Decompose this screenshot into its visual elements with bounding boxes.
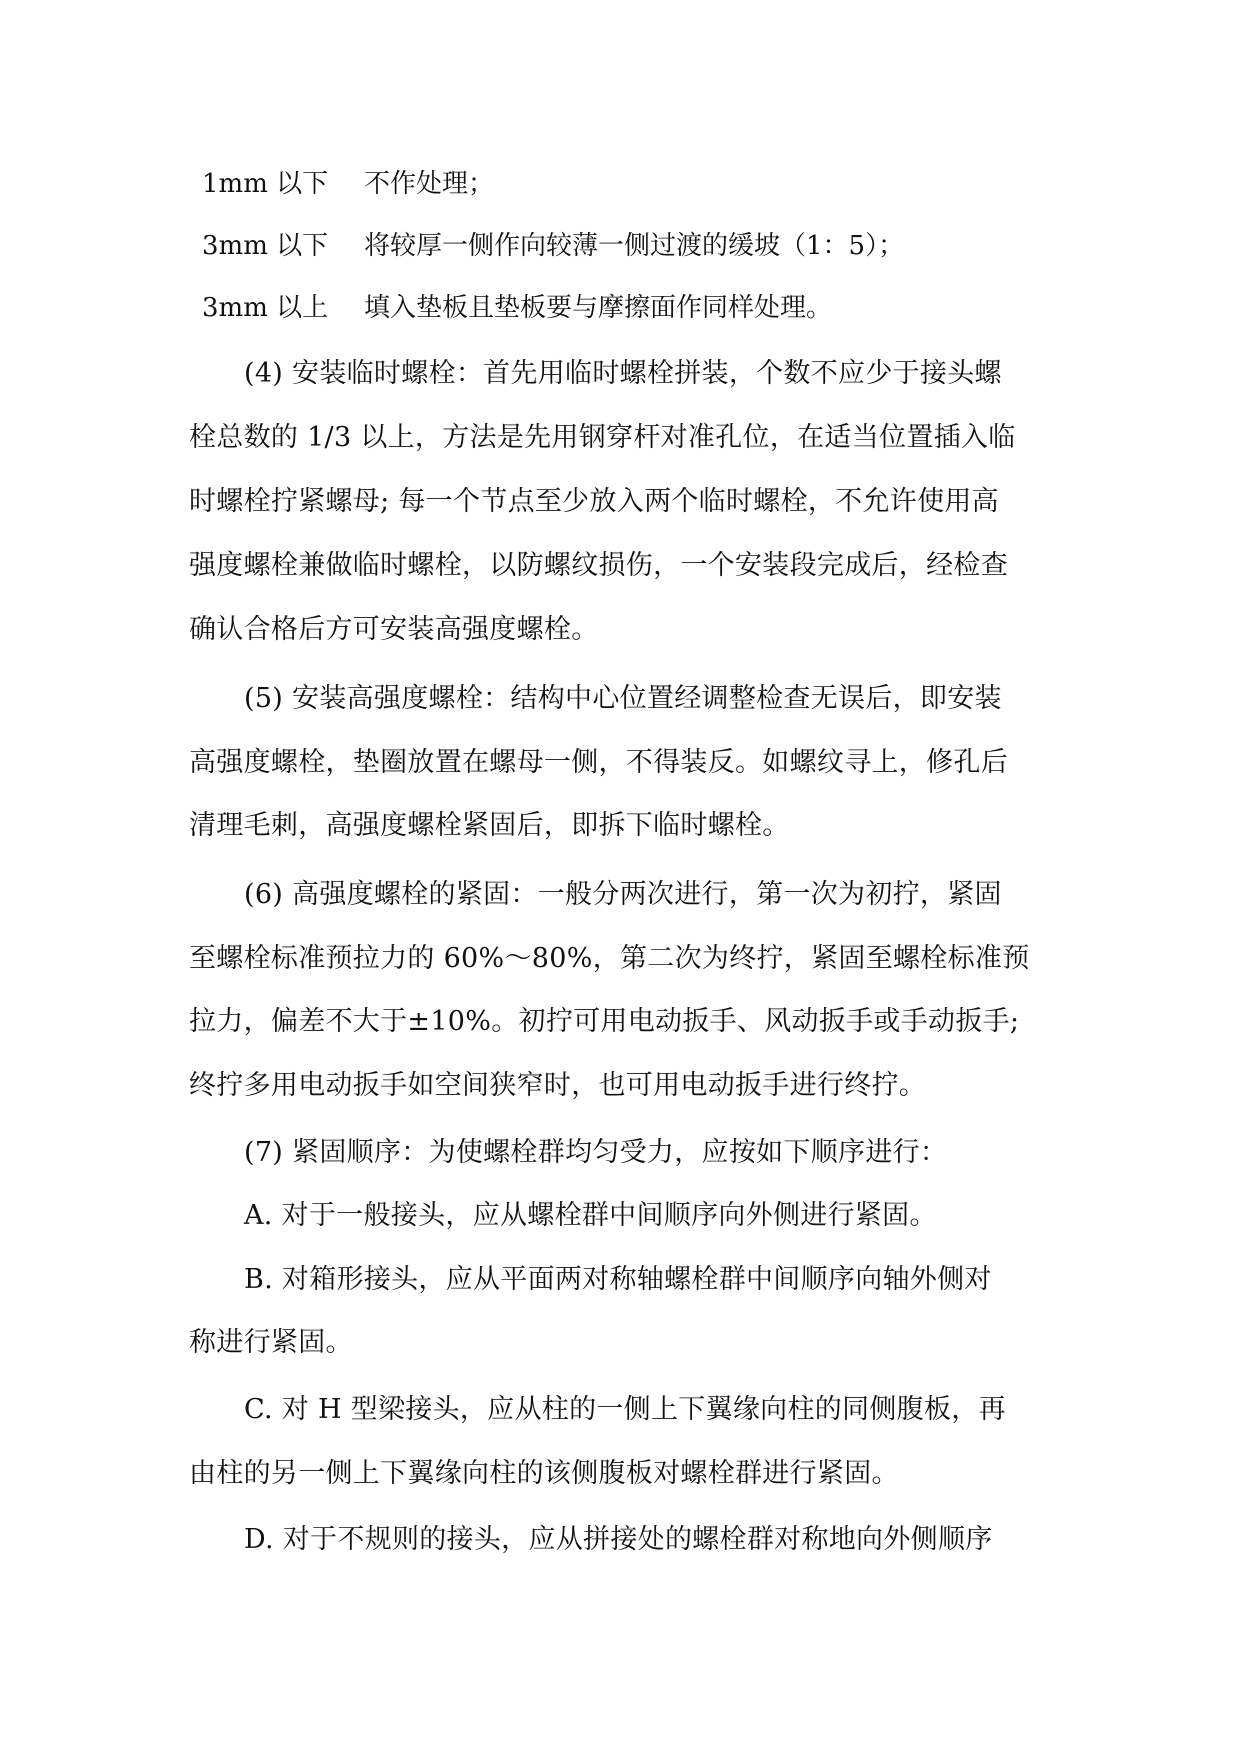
thickness-range: 3mm 以上 [202, 293, 329, 323]
paragraph-line: 清理毛刺，高强度螺栓紧固后，即拆下临时螺栓。 [189, 810, 790, 841]
thickness-treatment: 不作处理； [364, 169, 495, 199]
thickness-rule-row [202, 288, 832, 328]
paragraph-line: 由柱的另一侧上下翼缘向柱的该侧腹板对螺栓群进行紧固。 [189, 1458, 899, 1489]
paragraph-line: D. 对于不规则的接头，应从拼接处的螺栓群对称地向外侧顺序 [244, 1524, 993, 1555]
paragraph-line: 强度螺栓兼做临时螺栓，以防螺纹损伤，一个安装段完成后，经检查 [189, 550, 1008, 581]
paragraph-line: 至螺栓标准预拉力的 60%～80%，第二次为终拧，紧固至螺栓标准预 [189, 943, 1030, 974]
thickness-range: 3mm 以下 [202, 231, 329, 261]
paragraph-line: B. 对箱形接头，应从平面两对称轴螺栓群中间顺序向轴外侧对 [244, 1264, 992, 1295]
paragraph-line: 栓总数的 1/3 以上，方法是先用钢穿杆对准孔位，在适当位置插入临 [189, 422, 1016, 453]
paragraph-line: 时螺栓拧紧螺母; 每一个节点至少放入两个临时螺栓，不允许使用高 [189, 486, 999, 517]
paragraph-line: 高强度螺栓，垫圈放置在螺母一侧，不得装反。如螺纹寻上，修孔后 [189, 747, 1008, 778]
paragraph-line: 终拧多用电动扳手如空间狭窄时，也可用电动扳手进行终拧。 [189, 1070, 927, 1101]
paragraph-line: (7) 紧固顺序：为使螺栓群均匀受力，应按如下顺序进行： [244, 1137, 948, 1168]
paragraph-line: (4) 安装临时螺栓：首先用临时螺栓拼装，个数不应少于接头螺 [244, 358, 1002, 389]
paragraph-line: (5) 安装高强度螺栓：结构中心位置经调整检查无误后，即安装 [244, 683, 1002, 714]
paragraph-line: (6) 高强度螺栓的紧固：一般分两次进行，第一次为初拧，紧固 [244, 879, 1002, 910]
paragraph-line: 称进行紧固。 [189, 1327, 353, 1358]
thickness-rule-row [202, 164, 494, 204]
paragraph-line: 确认合格后方可安装高强度螺栓。 [189, 614, 599, 645]
thickness-treatment: 填入垫板且垫板要与摩擦面作同样处理。 [364, 293, 833, 323]
paragraph-line: 拉力，偏差不大于±10%。初拧可用电动扳手、风动扳手或手动扳手; [189, 1006, 1020, 1037]
thickness-treatment: 将较厚一侧作向较薄一侧过渡的缓坡（1：5）； [364, 231, 905, 261]
paragraph-line: C. 对 H 型梁接头，应从柱的一侧上下翼缘向柱的同侧腹板，再 [244, 1394, 1006, 1425]
paragraph-line: A. 对于一般接头，应从螺栓群中间顺序向外侧进行紧固。 [244, 1200, 937, 1231]
thickness-rule-row [202, 226, 904, 266]
thickness-range: 1mm 以下 [202, 169, 329, 199]
